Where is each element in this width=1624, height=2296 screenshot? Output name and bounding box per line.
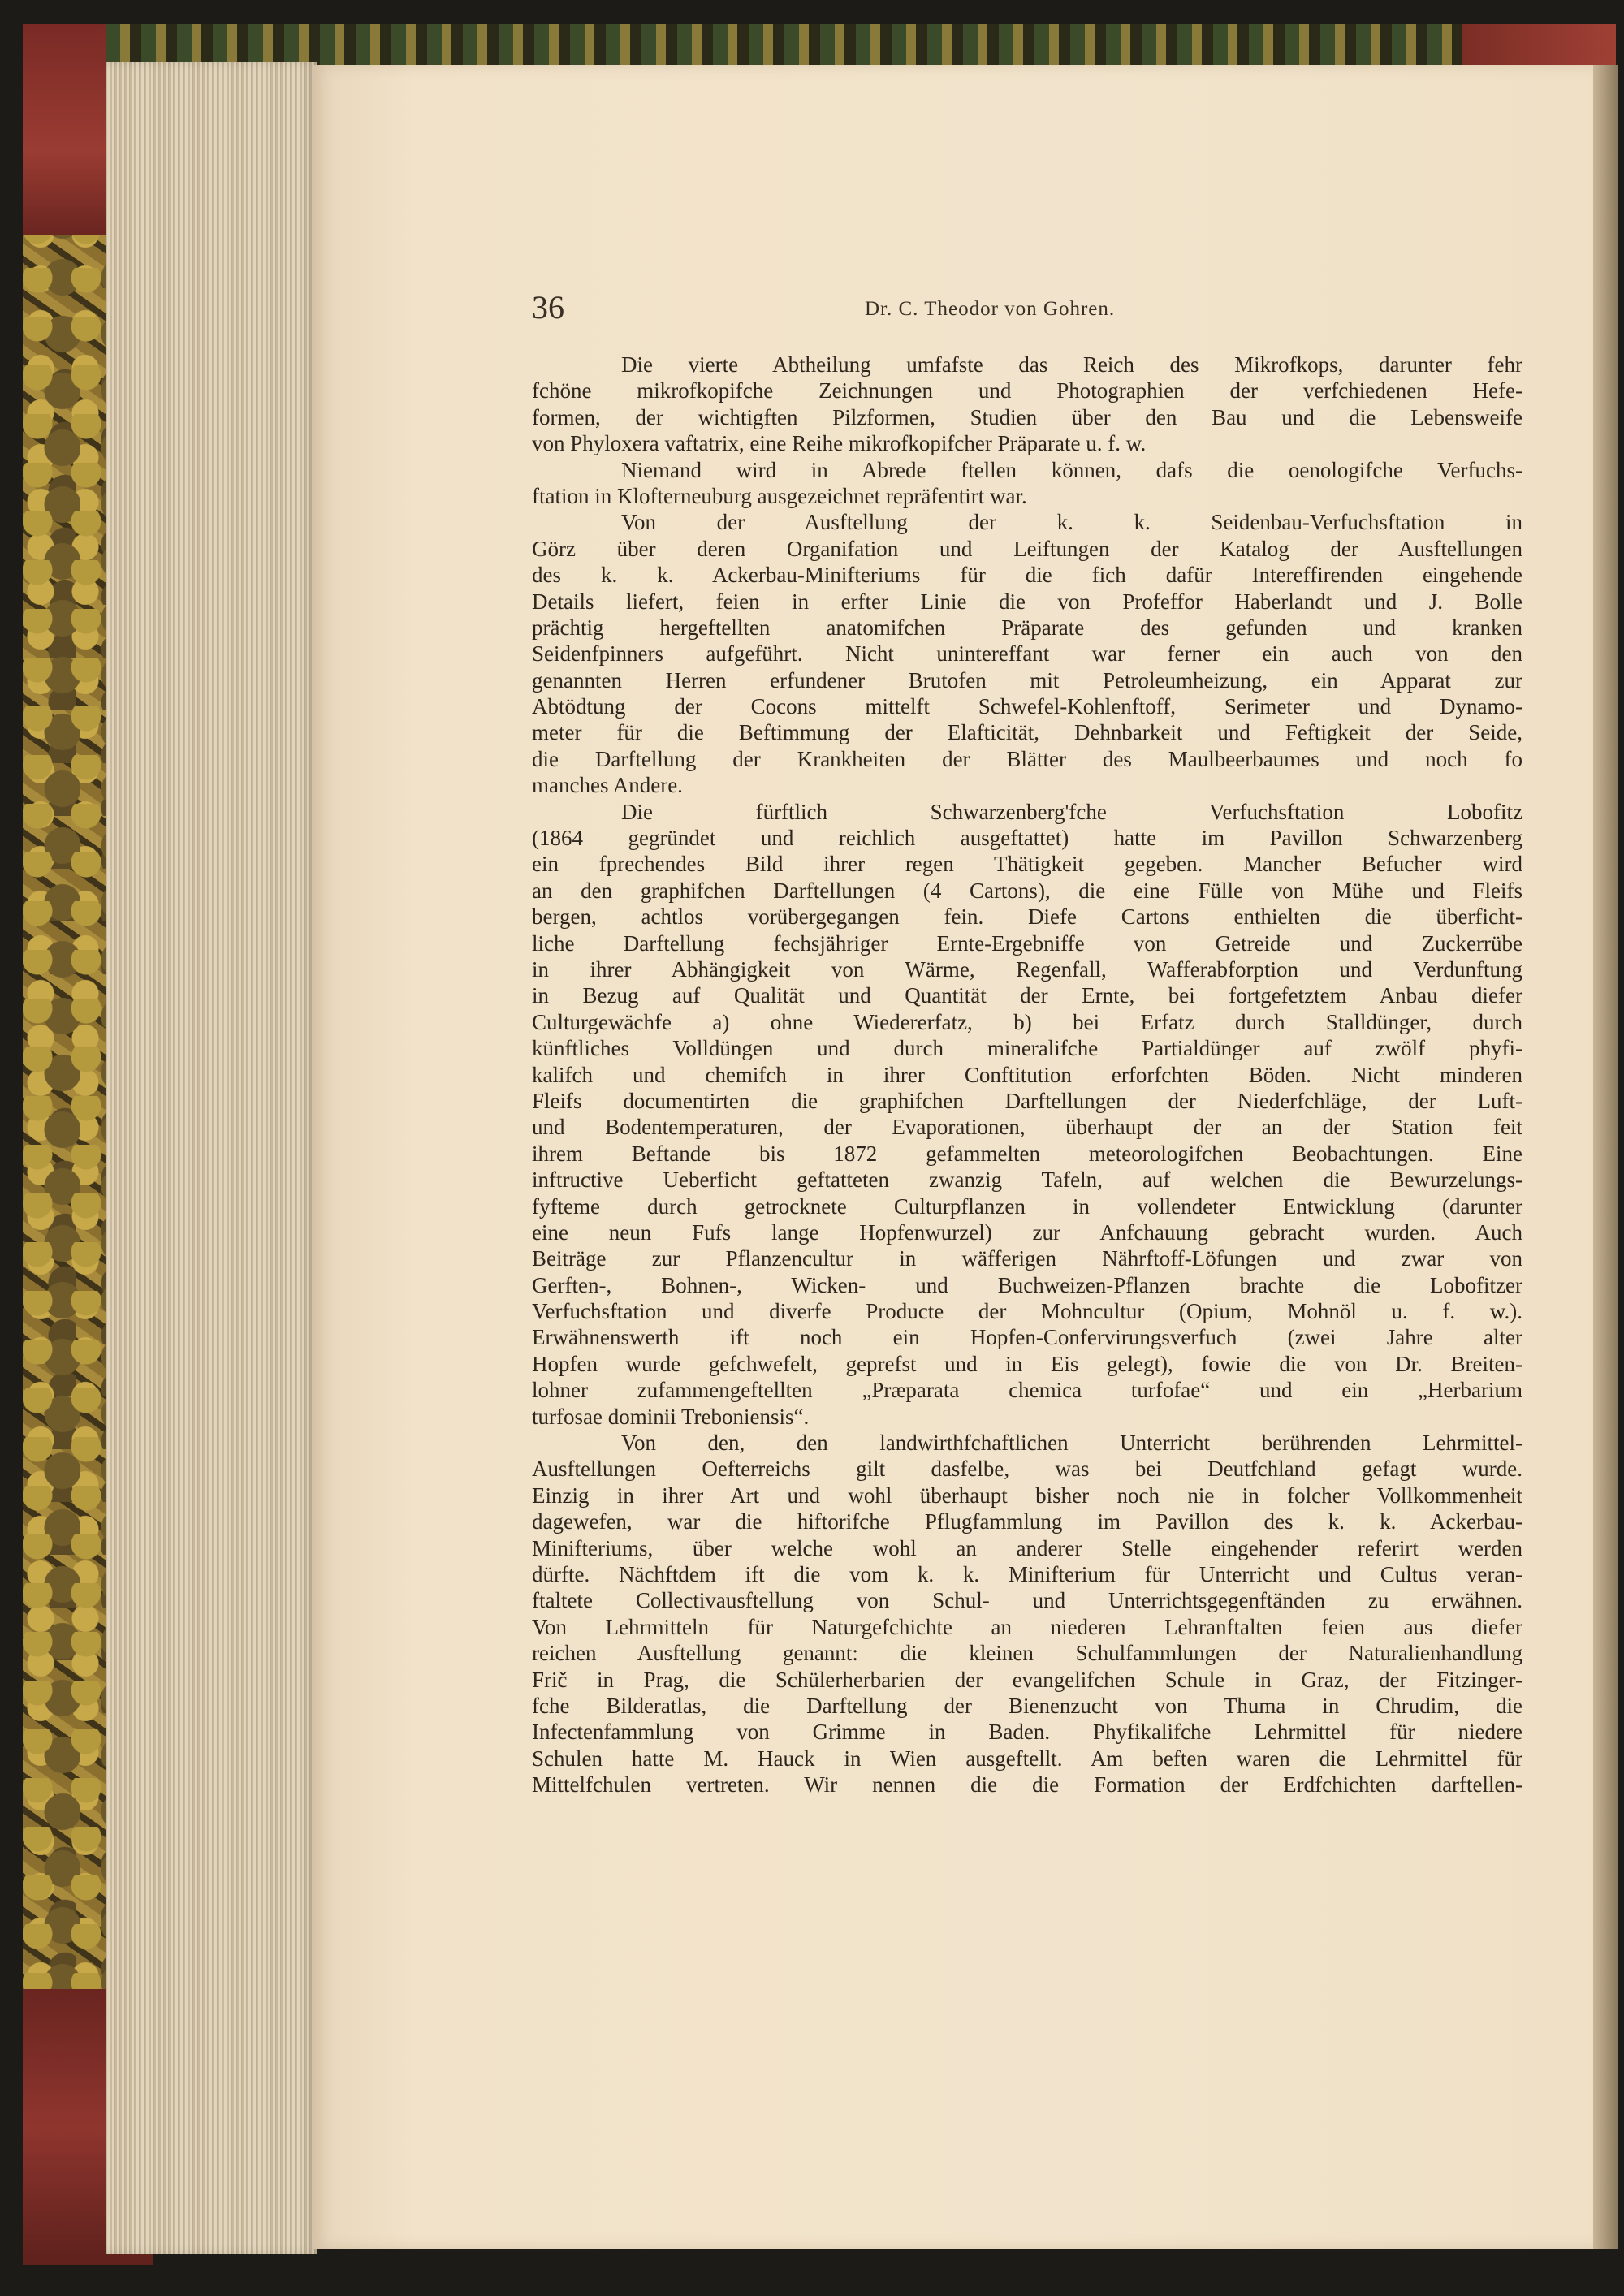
text-line: Infectenfammlung von Grimme in Baden. Phyfikalifche Lehrmittel für niedere xyxy=(532,1720,1522,1745)
text-line: ftaltete Collectivausftellung von Schul- und Unterrichtsgegenftänden zu erwähnen. xyxy=(532,1588,1522,1613)
text-line: (1864 gegründet und reichlich ausgeftattet) hatte im Pavillon Schwarzenberg xyxy=(532,826,1522,851)
text-line: Einzig in ihrer Art und wohl überhaupt bisher noch nie in folcher Vollkommenheit xyxy=(532,1482,1522,1508)
text-line: Schulen hatte M. Hauck in Wien ausgeftellt. Am beften waren die Lehrmittel für xyxy=(532,1746,1522,1771)
text-line: Von Lehrmitteln für Naturgefchichte an niederen Lehranftalten feien aus diefer xyxy=(532,1614,1522,1639)
text-line: ein fprechendes Bild ihrer regen Thätigkeit gegeben. Mancher Befucher wird xyxy=(532,852,1522,877)
text-line: Verfuchsftation und diverfe Producte der Mohncultur (Opium, Mohnöl u. f. w.). xyxy=(532,1299,1522,1324)
text-line: bergen, achtlos vorübergegangen fein. Diefe Cartons enthielten die überficht- xyxy=(532,904,1522,930)
text-line: die Darftellung der Krankheiten der Blätter des Maulbeerbaumes und noch fo xyxy=(532,746,1522,771)
text-line: Görz über deren Organifation und Leiftungen der Katalog der Ausftellungen xyxy=(532,536,1522,561)
text-line: Mittelfchulen vertreten. Wir nennen die die Formation der Erdfchichten darftellen- xyxy=(532,1772,1522,1798)
text-line: prächtig hergeftellten anatomifchen Präparate des gefunden und kranken xyxy=(532,615,1522,640)
text-line: des k. k. Ackerbau-Minifteriums für die fich dafür Intereffirenden eingehende xyxy=(532,563,1522,588)
text-line: fyfteme durch getrocknete Culturpflanzen in vollendeter Entwicklung (darunter xyxy=(532,1193,1522,1219)
text-line: Fleifs documentirten die graphifchen Darftellungen der Niederfchläge, der Luft- xyxy=(532,1088,1522,1113)
cover-top-edge xyxy=(106,24,1616,65)
text-line: Die fürftlich Schwarzenberg'fche Verfuchsftation Lobofitz xyxy=(621,799,1522,824)
text-line: künftliches Volldüngen und durch mineralifche Partialdünger auf zwölf phyfi- xyxy=(532,1036,1522,1061)
text-line: von Phyloxera vaftatrix, eine Reihe mikrofkopifcher Präparate u. f. w. xyxy=(532,431,1147,456)
text-line: ftation in Klofterneuburg ausgezeichnet repräfentirt war. xyxy=(532,483,1027,508)
text-line: dürfte. Nächftdem ift die vom k. k. Minifterium für Unterricht und Cultus veran- xyxy=(532,1561,1522,1586)
text-line: Minifteriums, über welche wohl an anderer Stelle eingehender referirt werden xyxy=(532,1535,1522,1560)
text-line: Frič in Prag, die Schülerherbarien der evangelifchen Schule in Graz, der Fitzinger- xyxy=(532,1667,1522,1692)
text-line: in ihrer Abhängigkeit von Wärme, Regenfall, Wafferabforption und Verdunftung xyxy=(532,956,1522,982)
text-line: fche Bilderatlas, die Darftellung der Bienenzucht von Thuma in Chrudim, die xyxy=(532,1693,1522,1718)
text-line: Details liefert, feien in erfter Linie die von Profeffor Haberlandt und J. Bolle xyxy=(532,589,1522,614)
text-line: liche Darftellung fechsjähriger Ernte-Ergebniffe von Getreide und Zuckerrübe xyxy=(532,930,1522,956)
page-number: 36 xyxy=(532,289,564,326)
text-line: Niemand wird in Abrede ftellen können, dafs die oenologifche Verfuchs- xyxy=(621,457,1522,482)
text-line: Abtödtung der Cocons mittelft Schwefel-Kohlenftoff, Serimeter und Dynamo- xyxy=(532,694,1522,719)
text-line: turfosae dominii Treboniensis“. xyxy=(532,1404,810,1429)
text-line: und Bodentemperaturen, der Evaporationen, überhaupt der an der Station feit xyxy=(532,1115,1522,1140)
text-line: an den graphifchen Darftellungen (4 Cartons), die eine Fülle von Mühe und Fleifs xyxy=(532,878,1522,903)
text-line: Ausftellungen Oefterreichs gilt dasfelbe, was bei Deutfchland gefagt wurde. xyxy=(532,1457,1522,1482)
text-line: reichen Ausftellung genannt: die kleinen Schulfammlungen der Naturalienhandlung xyxy=(532,1641,1522,1666)
text-line: meter für die Beftimmung der Elafticität, Dehnbarkeit und Feftigkeit der Seide, xyxy=(532,720,1522,745)
cover-top-edge-corner xyxy=(1462,24,1616,65)
text-line: fchöne mikrofkopifche Zeichnungen und Photographien der verfchiedenen Hefe- xyxy=(532,378,1522,404)
text-line: Erwähnenswerth ift noch ein Hopfen-Confervirungsverfuch (zwei Jahre alter xyxy=(532,1325,1522,1350)
text-line: genannten Herren erfundener Brutofen mit Petroleumheizung, ein Apparat zur xyxy=(532,667,1522,693)
text-line: in Bezug auf Qualität und Quantität der Ernte, bei fortgefetztem Anbau diefer xyxy=(532,983,1522,1008)
body-text xyxy=(532,352,1522,1798)
text-line: lohner zufammengeftellten „Præparata chemica turfofae“ und ein „Herbarium xyxy=(532,1378,1522,1403)
text-line: Gerften-, Bohnen-, Wicken- und Buchweizen-Pflanzen brachte die Lobofitzer xyxy=(532,1272,1522,1297)
text-line: Von den, den landwirthfchaftlichen Unterricht berührenden Lehrmittel- xyxy=(621,1431,1522,1456)
page-block-edges xyxy=(106,62,317,2254)
text-line: Die vierte Abtheilung umfafste das Reich des Mikrofkops, darunter fehr xyxy=(621,352,1522,377)
running-head: Dr. C. Theodor von Gohren. xyxy=(865,298,1116,320)
text-line: Von der Ausftellung der k. k. Seidenbau-Verfuchsftation in xyxy=(621,510,1522,535)
text-line: dagewefen, war die hiftorifche Pflugfammlung im Pavillon des k. k. Ackerbau- xyxy=(532,1509,1522,1534)
text-line: Culturgewächfe a) ohne Wiedererfatz, b) bei Erfatz durch Stalldünger, durch xyxy=(532,1009,1522,1034)
text-line: manches Andere. xyxy=(532,773,683,798)
text-line: Seidenfpinners aufgeführt. Nicht unintereffant war ferner ein auch von den xyxy=(532,641,1522,667)
text-line: inftructive Ueberficht geftatteten zwanzig Tafeln, auf welchen die Bewurzelungs- xyxy=(532,1167,1522,1193)
text-line: Beiträge zur Pflanzencultur in wäfferigen Nährftoff-Löfungen und zwar von xyxy=(532,1246,1522,1271)
page-right-edge xyxy=(1593,65,1618,2249)
text-line: Hopfen wurde gefchwefelt, geprefst und in Eis gelegt), fowie die von Dr. Breiten- xyxy=(532,1351,1522,1376)
page-header xyxy=(532,288,1522,334)
text-line: ihrem Beftande bis 1872 gefammelten meteorologifchen Beobachtungen. Eine xyxy=(532,1141,1522,1166)
text-line: eine neun Fufs lange Hopfenwurzel) zur Anfchauung gebracht wurden. Auch xyxy=(532,1219,1522,1245)
text-line: kalifch und chemifch in ihrer Conftitution erforfchten Böden. Nicht minderen xyxy=(532,1062,1522,1087)
text-line: formen, der wichtigften Pilzformen, Studien über den Bau und die Lebensweife xyxy=(532,404,1522,429)
